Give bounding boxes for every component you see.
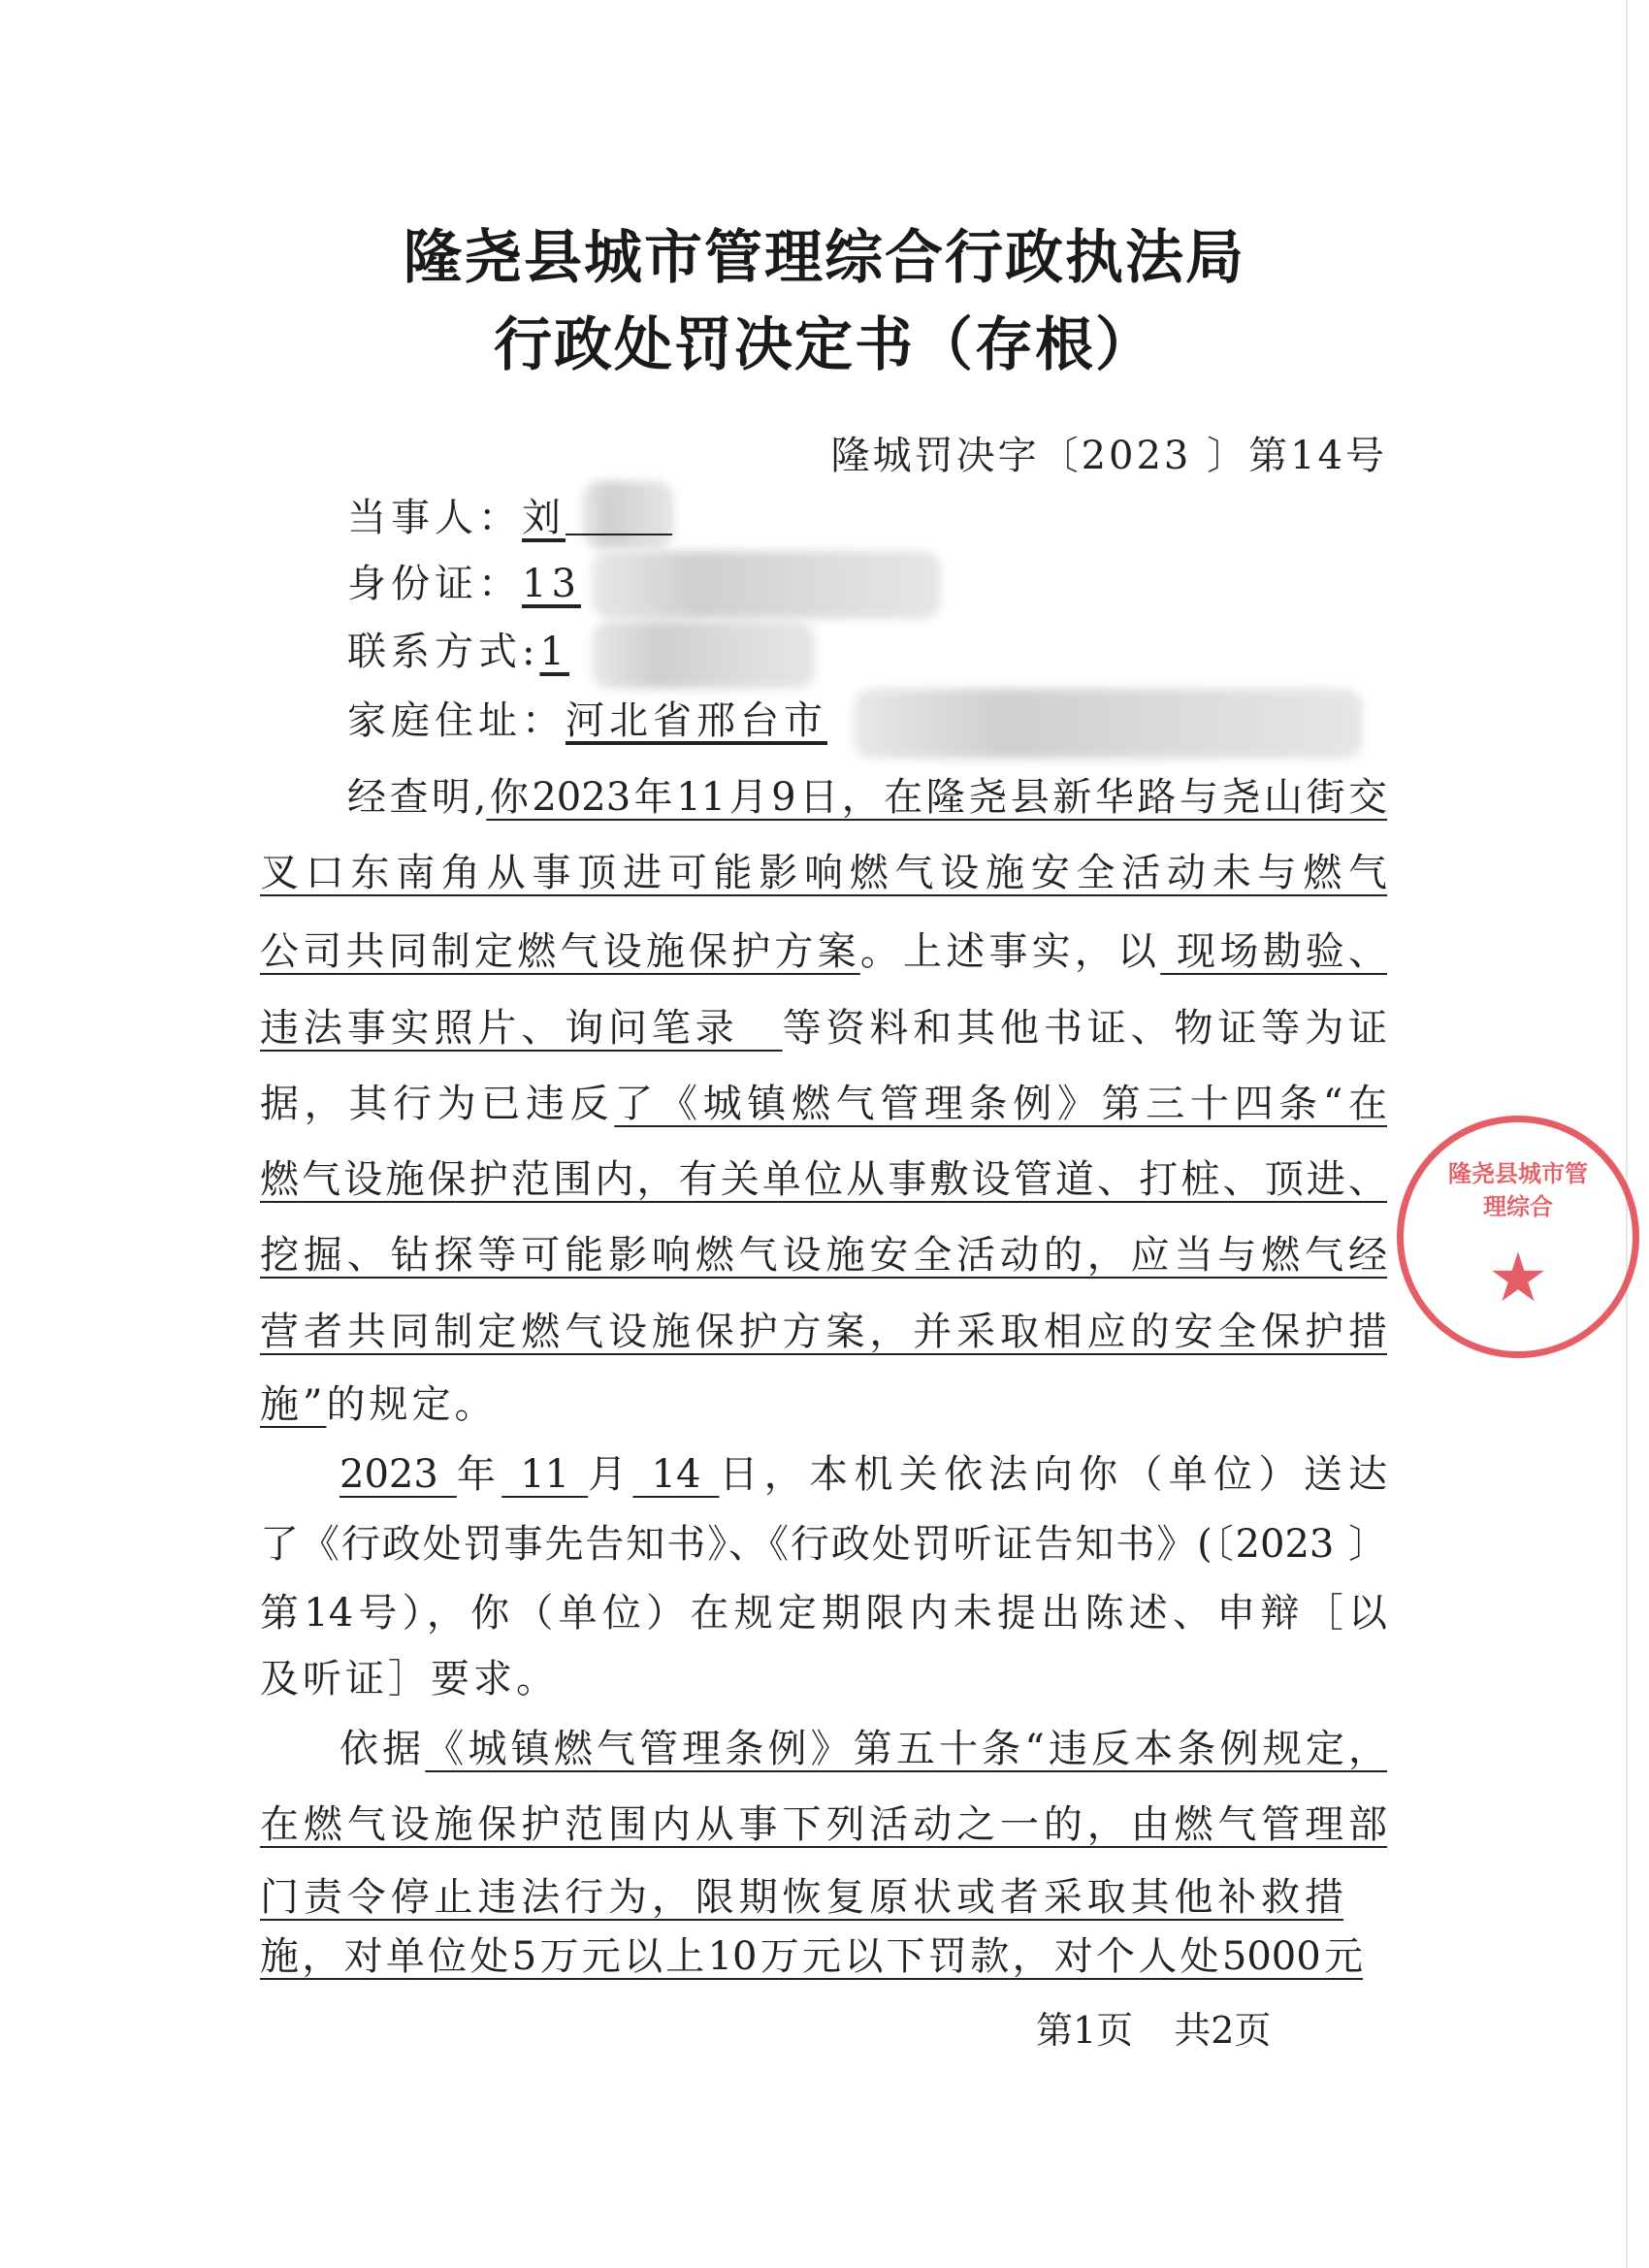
underlined-text: 公司共同制定燃气设施保护方案 xyxy=(260,929,860,974)
body-text: 及听证］要求。 xyxy=(260,1657,559,1701)
party-name-field xyxy=(347,491,672,545)
body-line xyxy=(340,1720,1387,1778)
underlined-text: 你2023年11月9日，在隆尧县新华路与尧山街交 xyxy=(486,775,1387,820)
underlined-text: 营者共同制定燃气设施保护方案，并采取相应的安全保护措 xyxy=(260,1310,1387,1354)
underlined-text: 施，对单位处5万元以上10万元以下罚款，对个人处5000元 xyxy=(260,1934,1363,1979)
body-text: 第14号），你（单位）在规定期限内未提出陈述、申辩［以 xyxy=(260,1591,1387,1636)
body-text: 。上述事实，以 xyxy=(859,929,1161,974)
page-number: 第1页 共2页 xyxy=(1036,2009,1272,2052)
body-text: 了《行政处罚事先告知书》、《行政处罚听证告知书》(〔2023 〕 xyxy=(260,1522,1387,1567)
party-name-label: 当事人： xyxy=(347,496,522,540)
underlined-text: 门责令停止违法行为，限期恢复原状或者采取其他补救措 xyxy=(260,1875,1343,1920)
address-value: 河北省邢台市 xyxy=(566,698,827,743)
seal-text: 隆尧县城市管理综合 xyxy=(1448,1159,1588,1220)
body-text: 依据 xyxy=(340,1727,426,1771)
underlined-text: 14 xyxy=(632,1452,720,1497)
underlined-text: 2023 xyxy=(340,1452,457,1497)
document-title: 行政处罚决定书（存根） xyxy=(494,311,1155,379)
body-line xyxy=(260,923,1387,981)
underlined-text: 违法事实照片、询问笔录 xyxy=(260,1006,783,1051)
redaction-address xyxy=(854,689,1363,759)
body-line xyxy=(260,1376,497,1434)
underlined-text: 施” xyxy=(260,1382,327,1427)
redaction-id xyxy=(592,551,941,619)
underlined-text: 了《城镇燃气管理条例》第三十四条“在 xyxy=(614,1082,1387,1126)
redaction-contact xyxy=(592,621,815,689)
body-line xyxy=(260,1303,1387,1361)
body-line xyxy=(260,1150,1387,1209)
body-text: 的规定。 xyxy=(326,1382,498,1427)
seal-star-icon: ★ xyxy=(1487,1238,1549,1317)
id-number-field xyxy=(347,557,581,611)
underlined-text: 挖掘、钻探等可能影响燃气设施安全活动的，应当与燃气经 xyxy=(260,1233,1387,1278)
underlined-text: 现场勘验、 xyxy=(1160,929,1387,974)
document-number: 隆城罚决字〔2023 〕第14号 xyxy=(830,434,1387,478)
body-line xyxy=(260,1868,1343,1927)
body-line xyxy=(260,1584,1387,1642)
body-text: 据，其行为已违反 xyxy=(260,1082,615,1126)
body-text: 日，本机关依法向你（单位）送达 xyxy=(719,1452,1388,1497)
party-name-value: 刘 xyxy=(522,496,566,540)
address-label: 家庭住址： xyxy=(347,698,566,743)
body-text: 月 xyxy=(588,1452,633,1497)
body-line xyxy=(260,1075,1387,1133)
body-line xyxy=(260,844,1387,902)
body-text: 年 xyxy=(456,1452,502,1497)
body-line xyxy=(260,1515,1387,1573)
underlined-text: 燃气设施保护范围内，有关单位从事敷设管道、打桩、顶进、 xyxy=(260,1157,1387,1202)
contact-value: 1 xyxy=(539,630,569,674)
contact-label: 联系方式: xyxy=(347,630,540,674)
agency-title: 隆尧县城市管理综合行政执法局 xyxy=(404,224,1245,292)
underlined-text: 《城镇燃气管理条例》第五十条“违反本条例规定， xyxy=(425,1727,1387,1771)
underlined-text: 11 xyxy=(501,1452,589,1497)
body-line xyxy=(260,999,1387,1057)
official-seal xyxy=(1397,1116,1639,1358)
body-line xyxy=(260,1650,559,1708)
body-line xyxy=(340,1445,1387,1504)
body-line xyxy=(260,1226,1387,1284)
body-line xyxy=(260,1796,1387,1854)
body-line xyxy=(260,1928,1363,1986)
body-line xyxy=(347,768,1387,826)
body-text: 经查明, xyxy=(347,775,487,820)
id-number-label: 身份证： xyxy=(347,562,522,606)
id-number-value: 13 xyxy=(522,562,581,606)
underlined-text: 在燃气设施保护范围内从事下列活动之一的，由燃气管理部 xyxy=(260,1802,1387,1847)
contact-field xyxy=(347,625,569,679)
body-text: 等资料和其他书证、物证等为证 xyxy=(782,1006,1388,1051)
underlined-text: 叉口东南角从事顶进可能影响燃气设施安全活动未与燃气 xyxy=(260,851,1387,895)
address-field xyxy=(347,694,827,748)
